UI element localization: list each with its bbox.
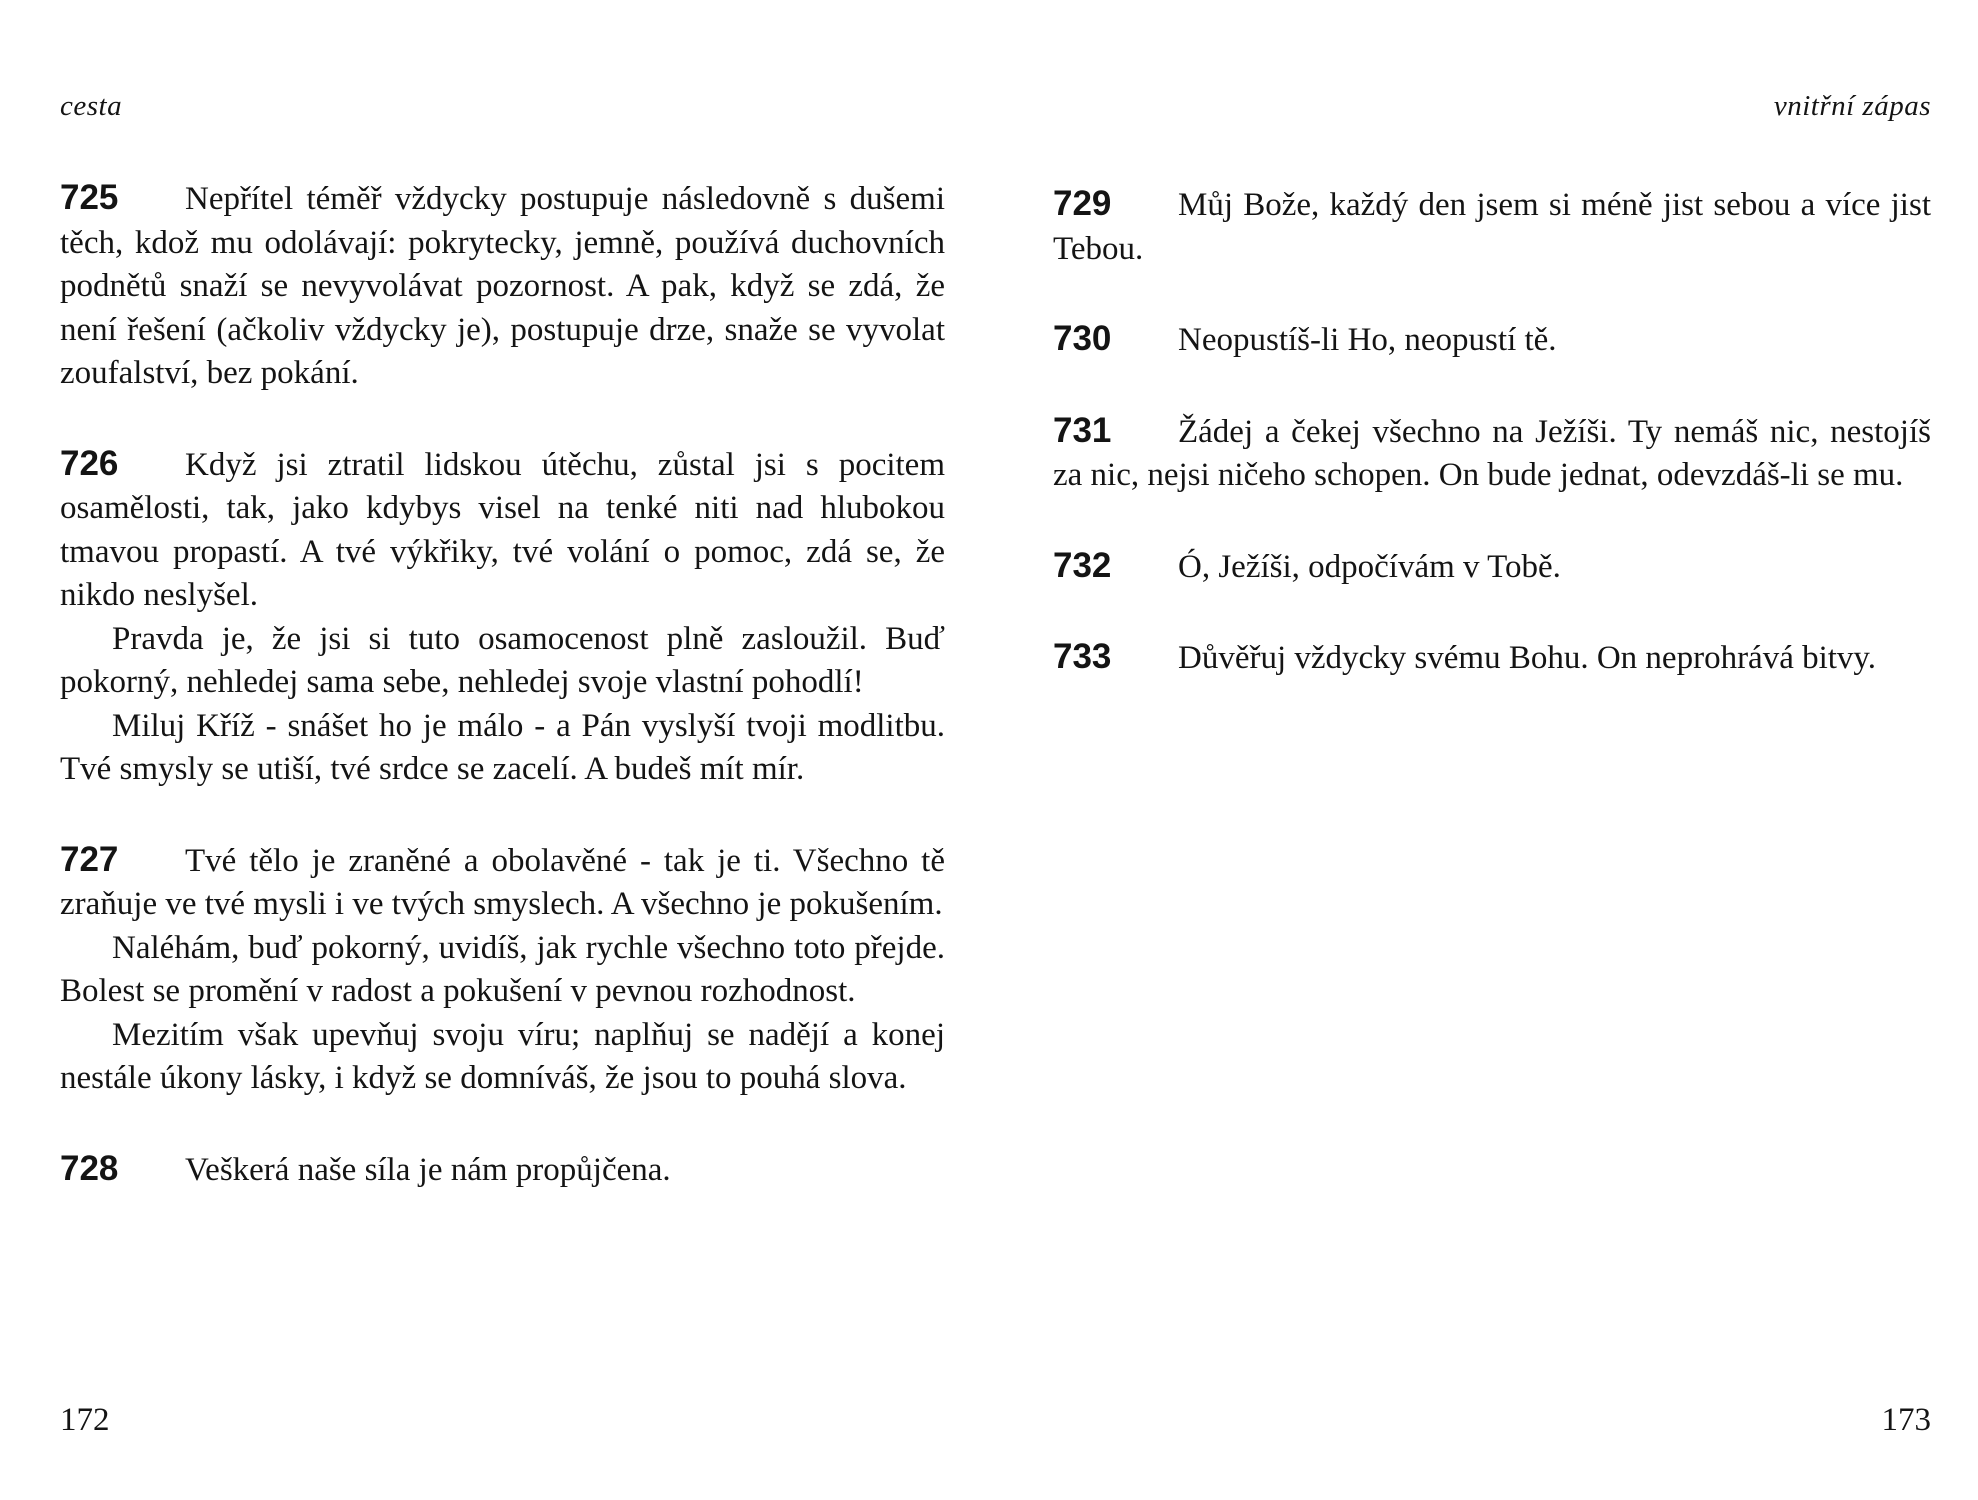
entry-727 <box>60 838 945 1101</box>
entry-number: 730 <box>1053 319 1112 358</box>
entry-726 <box>60 442 945 792</box>
entry-paragraph <box>1053 409 1931 498</box>
entry-732 <box>1053 544 1931 590</box>
entry-729 <box>1053 182 1931 271</box>
entry-730 <box>1053 317 1931 363</box>
entry-text: Důvěřuj vždycky svému Bohu. On neprohrává bitvy. <box>1178 640 1877 676</box>
entry-paragraph: Miluj Kříž - snášet ho je málo - a Pán vyslyší tvoji modlitbu. Tvé smysly se utiší, tvé srdce se zacelí. A budeš mít mír. <box>60 707 945 787</box>
entry-number: 732 <box>1053 545 1112 585</box>
entry-text: Tvé tělo je zraněné a obolavěné - tak je ti. Všechno tě zraňuje ve tvé mysli i ve tvých smyslech. A všechno je pokušením. <box>60 842 945 922</box>
entry-number: 728 <box>60 1148 119 1188</box>
entry-paragraph <box>60 838 945 927</box>
entry-number: 725 <box>60 178 119 217</box>
entry-text: Když jsi ztratil lidskou útěchu, zůstal jsi s pocitem osamělosti, tak, jako kdybys visel na tenké niti nad hlubokou tmavou propastí. A tvé výkřiky, tvé volání o pomoc, zdá se, že nikdo neslyšel. <box>60 446 945 613</box>
entry-number: 729 <box>1053 184 1112 223</box>
entry-text: Můj Bože, každý den jsem si méně jist sebou a více jist Tebou. <box>1053 187 1931 267</box>
entry-text: Veškerá naše síla je nám propůjčena. <box>185 1151 671 1188</box>
entry-725 <box>60 176 945 396</box>
entry-text: Ó, Ježíši, odpočívám v Tobě. <box>1178 548 1561 585</box>
entry-728 <box>60 1147 945 1193</box>
entry-text: Žádej a čekej všechno na Ježíši. Ty nemáš nic, nestojíš za nic, nejsi ničeho schopen. On bude jednat, odevzdáš-li se mu. <box>1053 413 1931 493</box>
entry-paragraph <box>60 442 945 618</box>
page-number: 173 <box>1881 1402 1931 1438</box>
entry-paragraph <box>60 176 945 396</box>
entry-number: 731 <box>1053 410 1112 450</box>
entry-paragraph <box>1053 635 1931 681</box>
running-head: cesta <box>60 90 123 122</box>
entry-text: Nepřítel téměř vždycky postupuje následovně s dušemi těch, kdož mu odolávají: pokrytecky, jemně, používá duchovních podnětů snaží se nevyvolávat pozornost. A pak, když se zdá, že není řešení (ačkoliv vždycky je), postupuje drze, snaže se vyvolat zoufalství, bez pokání. <box>60 181 945 391</box>
entry-paragraph <box>1053 182 1931 271</box>
left-page <box>60 0 945 1500</box>
right-page <box>1053 0 1931 1500</box>
entry-733 <box>1053 635 1931 681</box>
entry-731 <box>1053 409 1931 498</box>
entry-paragraph <box>1053 317 1931 363</box>
page-number: 172 <box>60 1402 110 1438</box>
entry-paragraph: Pravda je, že jsi si tuto osamocenost plně zasloužil. Buď pokorný, nehledej sama sebe, nehledej svoje vlastní pohodlí! <box>60 620 945 700</box>
running-head: vnitřní zápas <box>1773 90 1931 122</box>
entry-paragraph: Mezitím však upevňuj svoju víru; naplňuj se nadějí a konej nestále úkony lásky, i když se domníváš, že jsou to pouhá slova. <box>60 1016 945 1096</box>
entry-number: 727 <box>60 839 119 879</box>
entry-paragraph: Naléhám, buď pokorný, uvidíš, jak rychle všechno toto přejde. Bolest se promění v radost a pokušení v pevnou rozhodnost. <box>60 929 945 1009</box>
entry-number: 733 <box>1053 637 1112 676</box>
entries <box>1053 182 1931 727</box>
entries <box>60 176 945 1238</box>
entry-paragraph <box>60 1147 945 1193</box>
entry-text: Neopustíš-li Ho, neopustí tě. <box>1178 322 1557 358</box>
entry-paragraph <box>1053 544 1931 590</box>
entry-number: 726 <box>60 443 119 483</box>
